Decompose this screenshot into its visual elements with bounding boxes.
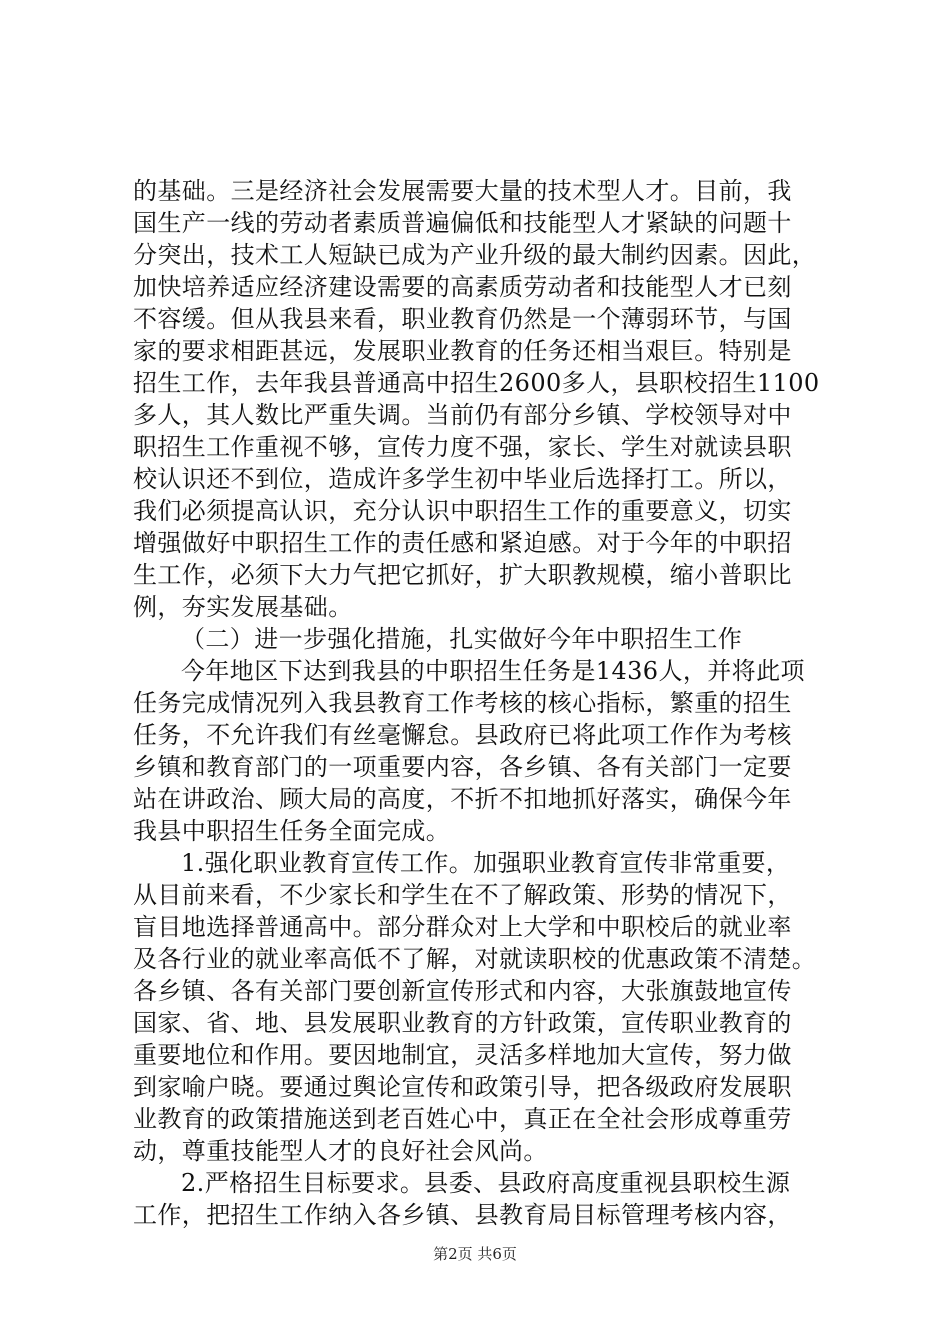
text-line: 从目前来看，不少家长和学生在不了解政策、形势的情况下， <box>133 881 792 909</box>
text-line: 家的要求相距甚远，发展职业教育的任务还相当艰巨。特别是 <box>133 337 792 365</box>
text-line: 加快培养适应经济建设需要的高素质劳动者和技能型人才已刻 <box>133 273 792 301</box>
text-line: 国生产一线的劳动者素质普遍偏低和技能型人才紧缺的问题十 <box>133 209 792 237</box>
text-line: 校认识还不到位，造成许多学生初中毕业后选择打工。所以， <box>133 465 792 493</box>
text-line: 增强做好中职招生工作的责任感和紧迫感。对于今年的中职招 <box>133 529 792 557</box>
text-line: 今年地区下达到我县的中职招生任务是1436人，并将此项 <box>181 657 805 685</box>
text-line: 分突出，技术工人短缺已成为产业升级的最大制约因素。因此， <box>133 241 817 269</box>
text-line: 工作，把招生工作纳入各乡镇、县教育局目标管理考核内容， <box>133 1201 792 1229</box>
text-line: 业教育的政策措施送到老百姓心中，真正在全社会形成尊重劳 <box>133 1105 792 1133</box>
text-line: 2.严格招生目标要求。县委、县政府高度重视县职校生源 <box>181 1169 791 1197</box>
text-line: 职招生工作重视不够，宣传力度不强，家长、学生对就读县职 <box>133 433 792 461</box>
text-line: 任务，不允许我们有丝毫懈怠。县政府已将此项工作作为考核 <box>133 721 792 749</box>
section-heading: （二）进一步强化措施，扎实做好今年中职招生工作 <box>181 625 743 653</box>
text-line: 动，尊重技能型人才的良好社会风尚。 <box>133 1137 548 1165</box>
text-line: 各乡镇、各有关部门要创新宣传形式和内容，大张旗鼓地宣传 <box>133 977 792 1005</box>
text-line: 到家喻户晓。要通过舆论宣传和政策引导，把各级政府发展职 <box>133 1073 792 1101</box>
text-line: 乡镇和教育部门的一项重要内容，各乡镇、各有关部门一定要 <box>133 753 792 781</box>
text-line: 多人，其人数比严重失调。当前仍有部分乡镇、学校领导对中 <box>133 401 792 429</box>
text-line: 的基础。三是经济社会发展需要大量的技术型人才。目前，我 <box>133 177 792 205</box>
text-line: 盲目地选择普通高中。部分群众对上大学和中职校后的就业率 <box>133 913 792 941</box>
text-line: 1.强化职业教育宣传工作。加强职业教育宣传非常重要， <box>181 849 791 877</box>
text-line: 生工作，必须下大力气把它抓好，扩大职教规模，缩小普职比 <box>133 561 792 589</box>
text-line: 及各行业的就业率高低不了解，对就读职校的优惠政策不清楚。 <box>133 945 817 973</box>
text-line: 站在讲政治、顾大局的高度，不折不扣地抓好落实，确保今年 <box>133 785 792 813</box>
text-line: 我们必须提高认识，充分认识中职招生工作的重要意义，切实 <box>133 497 792 525</box>
text-line: 例，夯实发展基础。 <box>133 593 353 621</box>
text-line: 国家、省、地、县发展职业教育的方针政策，宣传职业教育的 <box>133 1009 792 1037</box>
text-line: 任务完成情况列入我县教育工作考核的核心指标，繁重的招生 <box>133 689 792 717</box>
text-line: 招生工作，去年我县普通高中招生2600多人，县职校招生1100 <box>133 369 820 397</box>
page-footer: 第2页 共6页 <box>433 1245 517 1263</box>
text-line: 不容缓。但从我县来看，职业教育仍然是一个薄弱环节，与国 <box>133 305 792 333</box>
text-line: 重要地位和作用。要因地制宜，灵活多样地加大宣传，努力做 <box>133 1041 792 1069</box>
text-line: 我县中职招生任务全面完成。 <box>133 817 451 845</box>
